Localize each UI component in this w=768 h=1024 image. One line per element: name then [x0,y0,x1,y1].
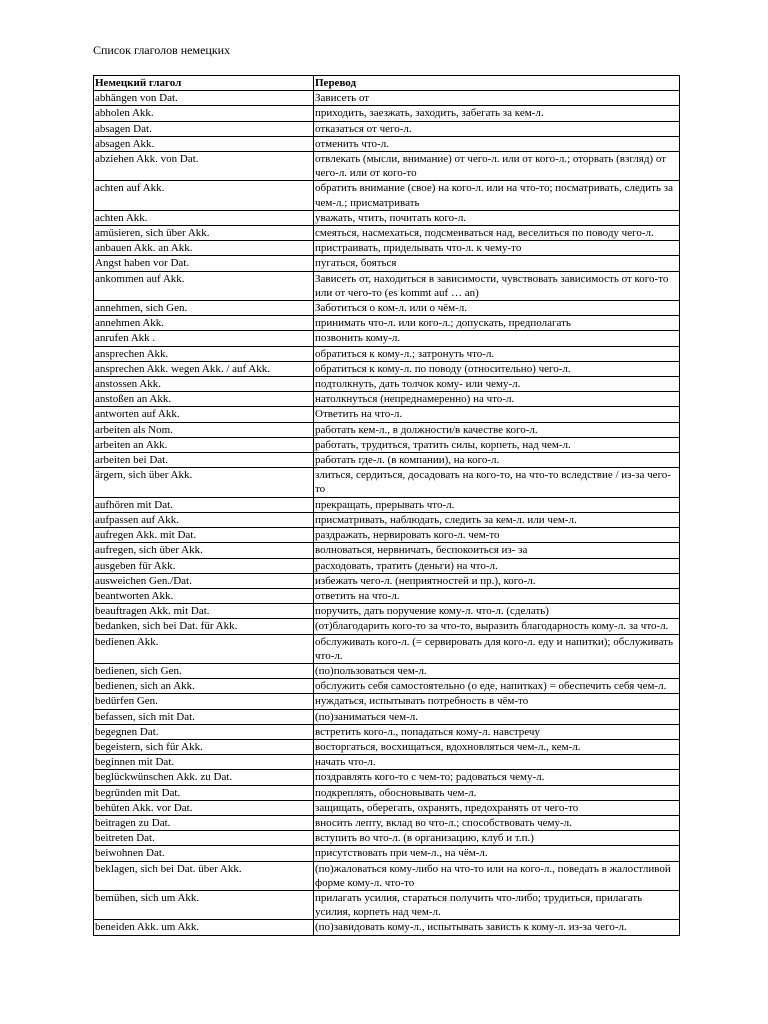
translation-cell: вступить во что-л. (в организацию, клуб и т.п.) [314,831,680,846]
translation-cell: позвонить кому-л. [314,331,680,346]
table-row [94,377,680,392]
table-row [94,453,680,468]
translation-cell: Ответить на что-л. [314,407,680,422]
translation-cell: прилагать усилия, стараться получить что-либо; трудиться, прилагать усилия, корпеть над чем-л. [314,890,680,919]
translation-cell: пристраивать, приделывать что-л. к чему-то [314,241,680,256]
table-row [94,301,680,316]
german-verb-cell: begegnen Dat. [94,724,314,739]
translation-cell: волноваться, нервничать, беспокоиться из- за [314,543,680,558]
table-row [94,663,680,678]
table-header-row [94,76,680,91]
german-verb-cell: bedienen Akk. [94,634,314,663]
table-row [94,709,680,724]
table-row [94,724,680,739]
table-row [94,437,680,452]
table-row [94,831,680,846]
table-row [94,346,680,361]
german-verb-cell: ansprechen Akk. [94,346,314,361]
german-verb-cell: anstoßen an Akk. [94,392,314,407]
german-verb-cell: begeistern, sich für Akk. [94,739,314,754]
translation-cell: (по)завидовать кому-л., испытывать зависть к кому-л. из-за чего-л. [314,920,680,935]
german-verb-cell: aufpassen auf Akk. [94,512,314,527]
german-verb-cell: anbauen Akk. an Akk. [94,241,314,256]
german-verb-cell: antworten auf Akk. [94,407,314,422]
german-verb-cell: aufhören mit Dat. [94,497,314,512]
table-row [94,226,680,241]
translation-cell: отменить что-л. [314,136,680,151]
german-verb-cell: beiwohnen Dat. [94,846,314,861]
translation-cell: отвлекать (мысли, внимание) от чего-л. или от кого-л.; оторвать (взгляд) от чего-л. или от кого-то [314,152,680,181]
translation-cell: принимать что-л. или кого-л.; допускать, предполагать [314,316,680,331]
table-row [94,497,680,512]
table-row [94,361,680,376]
german-verb-cell: beginnen mit Dat. [94,755,314,770]
german-verb-cell: bedienen, sich Gen. [94,663,314,678]
german-verb-cell: ausgeben für Akk. [94,558,314,573]
translation-cell: подтолкнуть, дать толчок кому- или чему-л. [314,377,680,392]
table-body [94,91,680,935]
german-verb-cell: achten auf Akk. [94,181,314,210]
german-verb-cell: absagen Dat. [94,121,314,136]
table-row [94,604,680,619]
german-verb-cell: abholen Akk. [94,106,314,121]
table-row [94,619,680,634]
table-row [94,407,680,422]
verbs-table [93,75,680,936]
german-verb-cell: beitreten Dat. [94,831,314,846]
table-row [94,634,680,663]
table-row [94,331,680,346]
translation-cell: поручить, дать поручение кому-л. что-л. (сделать) [314,604,680,619]
table-row [94,392,680,407]
translation-cell: подкреплять, обосновывать чем-л. [314,785,680,800]
table-row [94,241,680,256]
translation-cell: начать что-л. [314,755,680,770]
translation-cell: злиться, сердиться, досадовать на кого-то, на что-то вследствие / из-за чего-то [314,468,680,497]
german-verb-cell: aufregen, sich über Akk. [94,543,314,558]
table-row [94,210,680,225]
translation-cell: (от)благодарить кого-то за что-то, выразить благодарность кому-л. за что-л. [314,619,680,634]
translation-cell: (по)жаловаться кому-либо на что-то или на кого-л., поведать в жалостливой форме кому-л. что-то [314,861,680,890]
table-row [94,422,680,437]
table-row [94,588,680,603]
table-row [94,920,680,935]
german-verb-cell: arbeiten als Nom. [94,422,314,437]
german-verb-cell: bedürfen Gen. [94,694,314,709]
table-row [94,861,680,890]
header-translation: Перевод [314,76,680,91]
translation-cell: обслуживать кого-л. (= сервировать для кого-л. еду и напитки); обслуживать что-л. [314,634,680,663]
translation-cell: Зависеть от, находиться в зависимости, чувствовать зависимость от кого-то или от чего-то (es kommt auf … an) [314,271,680,300]
german-verb-cell: Angst haben vor Dat. [94,256,314,271]
table-row [94,694,680,709]
translation-cell: расходовать, тратить (деньги) на что-л. [314,558,680,573]
german-verb-cell: absagen Akk. [94,136,314,151]
translation-cell: вносить лепту, вклад во что-л.; способствовать чему-л. [314,815,680,830]
german-verb-cell: bedienen, sich an Akk. [94,679,314,694]
translation-cell: прекращать, прерывать что-л. [314,497,680,512]
german-verb-cell: beitragen zu Dat. [94,815,314,830]
translation-cell: уважать, чтить, почитать кого-л. [314,210,680,225]
header-german-verb: Немецкий глагол [94,76,314,91]
translation-cell: (по)заниматься чем-л. [314,709,680,724]
german-verb-cell: beantworten Akk. [94,588,314,603]
table-row [94,512,680,527]
translation-cell: восторгаться, восхищаться, вдохновляться чем-л., кем-л. [314,739,680,754]
german-verb-cell: arbeiten bei Dat. [94,453,314,468]
table-row [94,121,680,136]
translation-cell: натолкнуться (непреднамеренно) на что-л. [314,392,680,407]
translation-cell: приходить, заезжать, заходить, забегать за кем-л. [314,106,680,121]
table-row [94,543,680,558]
table-row [94,181,680,210]
translation-cell: (по)пользоваться чем-л. [314,663,680,678]
translation-cell: защищать, оберегать, охранять, предохранять от чего-то [314,800,680,815]
translation-cell: работать, трудиться, тратить силы, корпеть, над чем-л. [314,437,680,452]
translation-cell: Заботиться о ком-л. или о чём-л. [314,301,680,316]
german-verb-cell: anrufen Akk . [94,331,314,346]
table-row [94,739,680,754]
german-verb-cell: ansprechen Akk. wegen Akk. / auf Akk. [94,361,314,376]
translation-cell: встретить кого-л., попадаться кому-л. навстречу [314,724,680,739]
table-row [94,136,680,151]
table-row [94,256,680,271]
translation-cell: нуждаться, испытывать потребность в чём-то [314,694,680,709]
translation-cell: Зависеть от [314,91,680,106]
translation-cell: пугаться, бояться [314,256,680,271]
german-verb-cell: aufregen Akk. mit Dat. [94,528,314,543]
table-row [94,846,680,861]
german-verb-cell: bemühen, sich um Akk. [94,890,314,919]
german-verb-cell: ankommen auf Akk. [94,271,314,300]
german-verb-cell: ärgern, sich über Akk. [94,468,314,497]
german-verb-cell: beauftragen Akk. mit Dat. [94,604,314,619]
table-row [94,271,680,300]
translation-cell: работать кем-л., в должности/в качестве кого-л. [314,422,680,437]
table-row [94,770,680,785]
translation-cell: обратиться к кому-л. по поводу (относительно) чего-л. [314,361,680,376]
table-row [94,800,680,815]
german-verb-cell: beglückwünschen Akk. zu Dat. [94,770,314,785]
table-row [94,679,680,694]
german-verb-cell: behüten Akk. vor Dat. [94,800,314,815]
german-verb-cell: beneiden Akk. um Akk. [94,920,314,935]
german-verb-cell: befassen, sich mit Dat. [94,709,314,724]
table-row [94,528,680,543]
table-row [94,152,680,181]
translation-cell: обратиться к кому-л.; затронуть что-л. [314,346,680,361]
german-verb-cell: arbeiten an Akk. [94,437,314,452]
translation-cell: обслужить себя самостоятельно (о еде, напитках) = обеспечить себя чем-л. [314,679,680,694]
translation-cell: смеяться, насмехаться, подсмеиваться над, веселиться по поводу чего-л. [314,226,680,241]
table-row [94,558,680,573]
german-verb-cell: abhängen von Dat. [94,91,314,106]
table-row [94,106,680,121]
translation-cell: присматривать, наблюдать, следить за кем-л. или чем-л. [314,512,680,527]
german-verb-cell: annehmen, sich Gen. [94,301,314,316]
translation-cell: поздравлять кого-то с чем-то; радоваться чему-л. [314,770,680,785]
german-verb-cell: beklagen, sich bei Dat. über Akk. [94,861,314,890]
german-verb-cell: bedanken, sich bei Dat. für Akk. [94,619,314,634]
table-row [94,573,680,588]
german-verb-cell: amüsieren, sich über Akk. [94,226,314,241]
table-row [94,316,680,331]
table-row [94,815,680,830]
german-verb-cell: annehmen Akk. [94,316,314,331]
translation-cell: ответить на что-л. [314,588,680,603]
table-row [94,785,680,800]
translation-cell: избежать чего-л. (неприятностей и пр.), кого-л. [314,573,680,588]
table-row [94,91,680,106]
translation-cell: раздражать, нервировать кого-л. чем-то [314,528,680,543]
translation-cell: обратить внимание (свое) на кого-л. или на что-то; посматривать, следить за чем-л.; присматривать [314,181,680,210]
translation-cell: присутствовать при чем-л., на чём-л. [314,846,680,861]
german-verb-cell: achten Akk. [94,210,314,225]
table-row [94,890,680,919]
translation-cell: работать где-л. (в компании), на кого-л. [314,453,680,468]
german-verb-cell: ausweichen Gen./Dat. [94,573,314,588]
document-title: Список глаголов немецких [93,43,231,57]
german-verb-cell: anstossen Akk. [94,377,314,392]
table-row [94,468,680,497]
translation-cell: отказаться от чего-л. [314,121,680,136]
table-row [94,755,680,770]
german-verb-cell: abziehen Akk. von Dat. [94,152,314,181]
german-verb-cell: begründen mit Dat. [94,785,314,800]
